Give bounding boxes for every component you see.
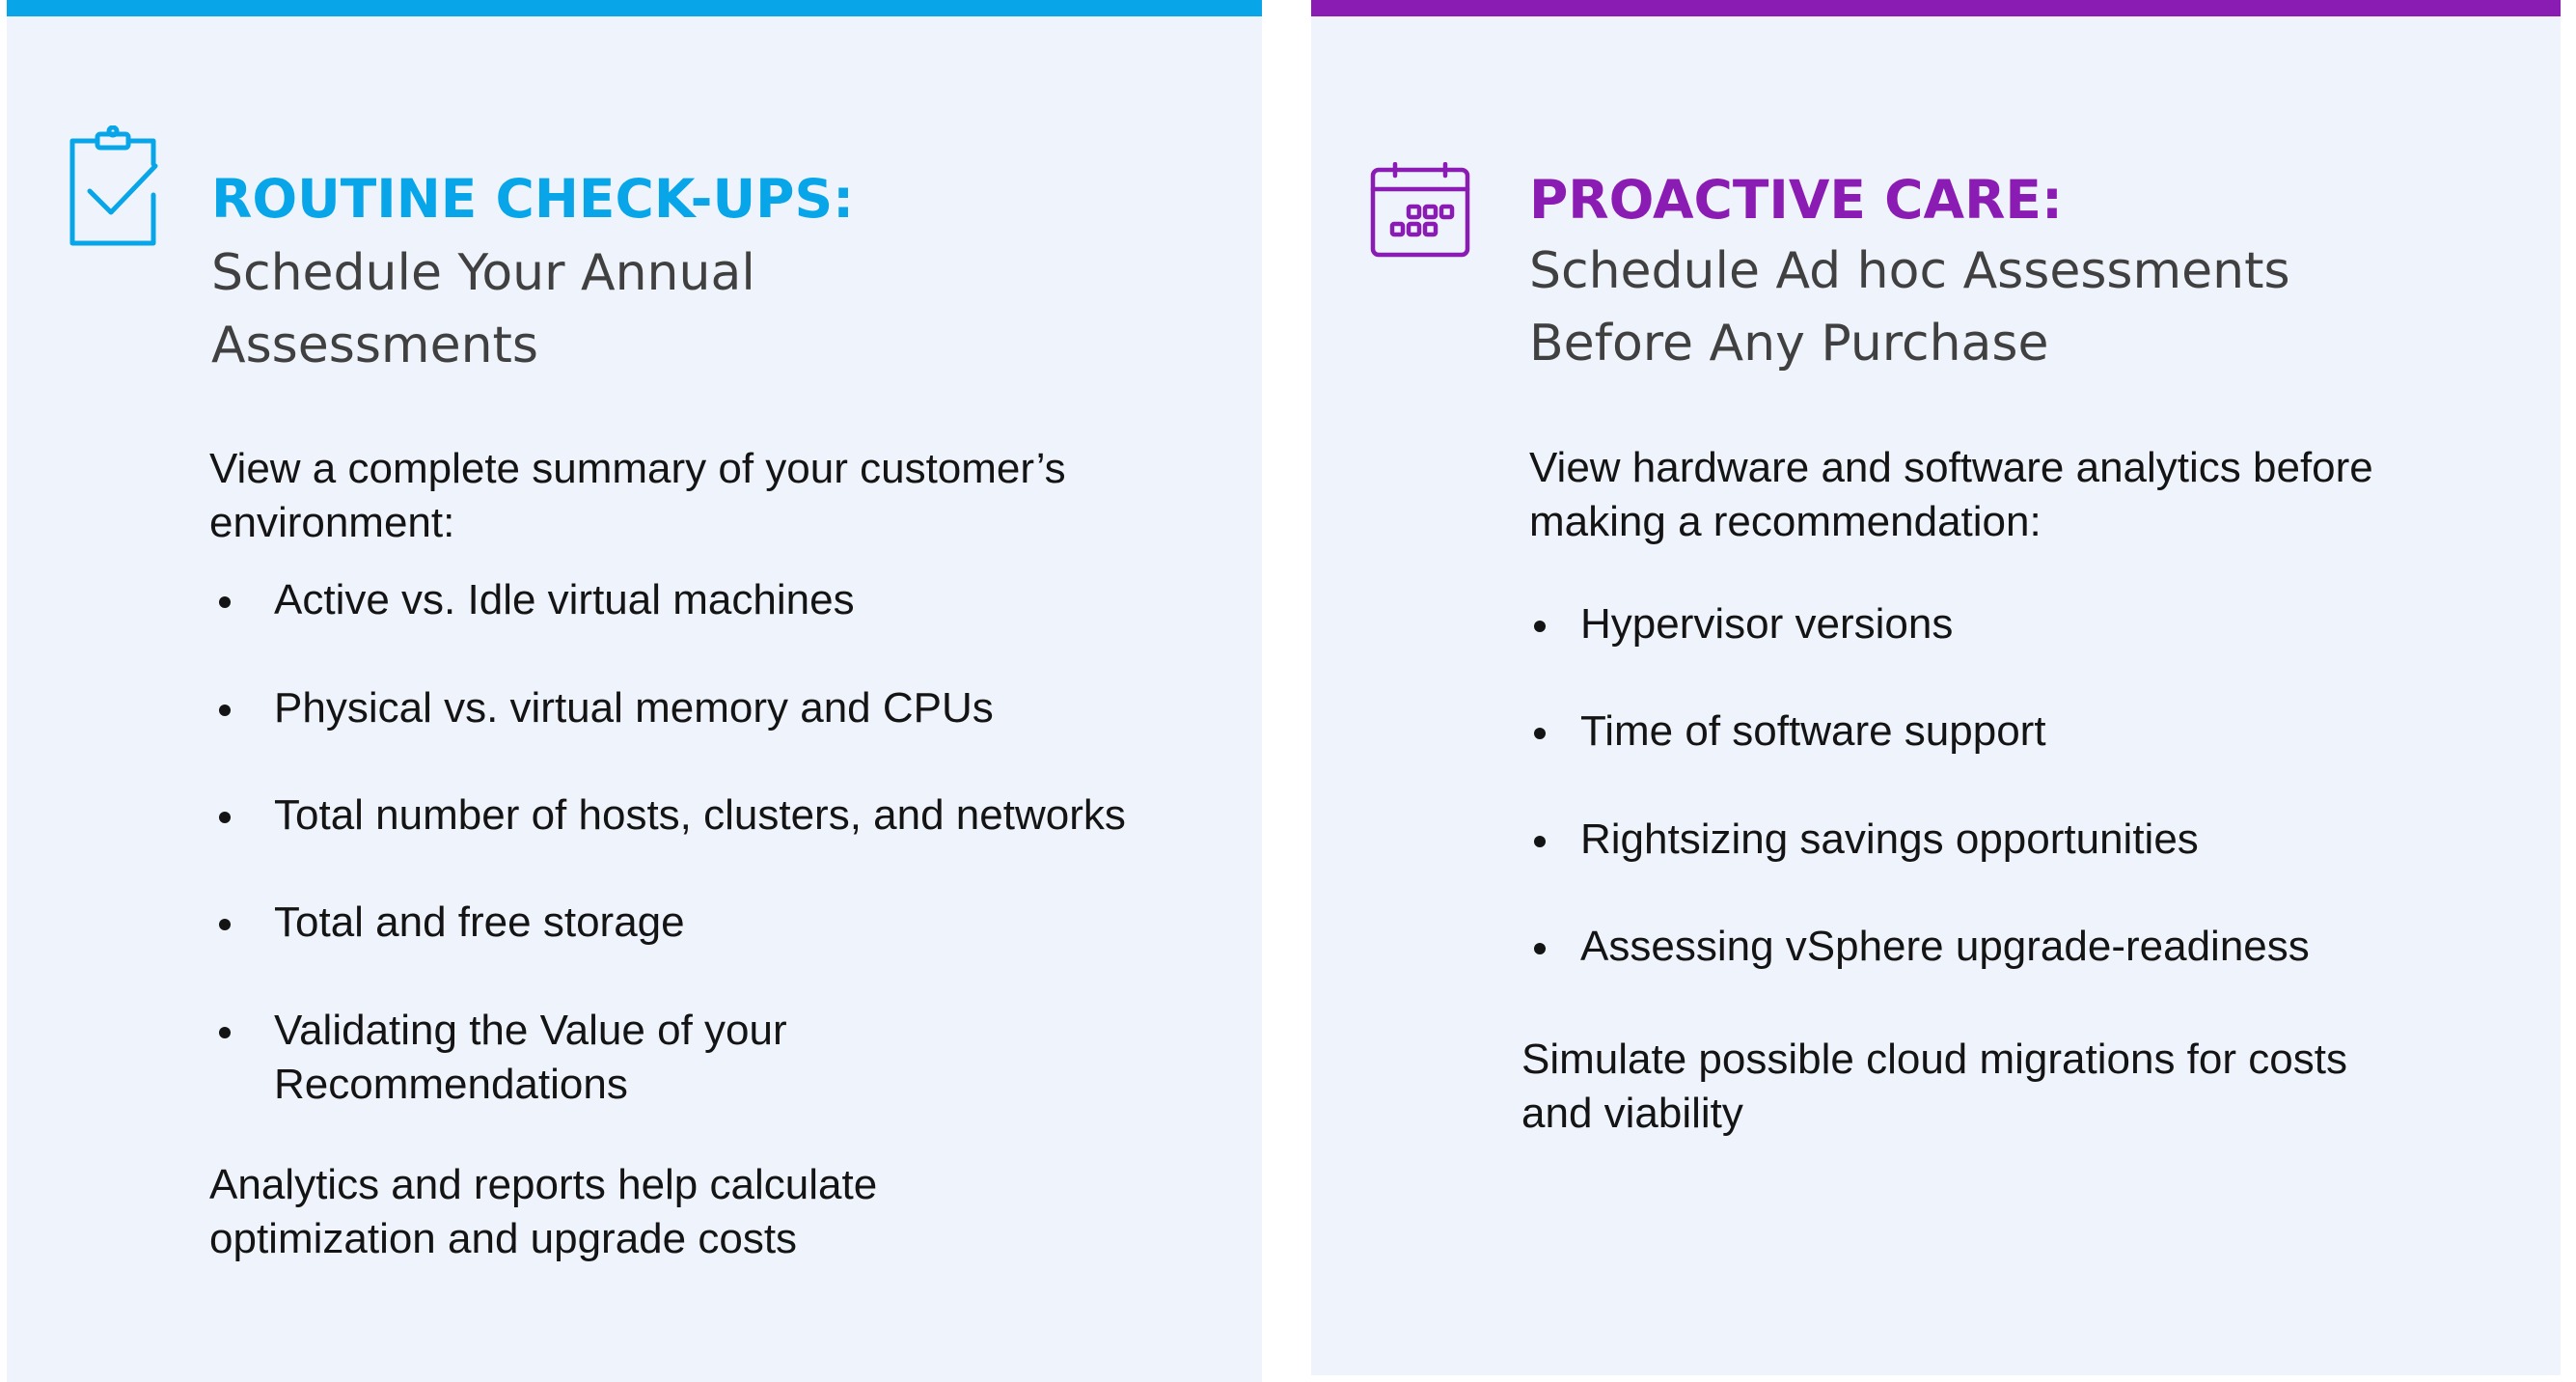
card-accent-bar bbox=[1311, 0, 2561, 16]
card-footer: Simulate possible cloud migrations for costs and viability bbox=[1521, 1036, 2347, 1137]
card-heading: ROUTINE CHECK-UPS: bbox=[211, 168, 855, 230]
bullet-dot bbox=[219, 705, 231, 716]
calendar-icon bbox=[1370, 162, 1470, 259]
clipboard-check-icon bbox=[65, 125, 161, 247]
card-heading: PROACTIVE CARE: bbox=[1529, 169, 2063, 231]
bullet-dot bbox=[1534, 943, 1546, 954]
card-subtitle: Schedule Ad hoc Assessments Before Any Purchase bbox=[1529, 242, 2290, 373]
bullet-dot bbox=[219, 919, 231, 930]
card-intro: View hardware and software analytics before making a recommendation: bbox=[1529, 444, 2373, 545]
card-subtitle: Schedule Your Annual Assessments bbox=[211, 244, 755, 374]
card-footer: Analytics and reports help calculate optimization and upgrade costs bbox=[209, 1161, 878, 1262]
card-accent-bar bbox=[7, 0, 1262, 16]
bullet-dot bbox=[1534, 836, 1546, 847]
proactive-care-card: PROACTIVE CARE: Schedule Ad hoc Assessments Before Any Purchase View hardware and software analytics before making a recommendation: Hypervisor versions Time of software support Rightsizing savings opportunities Assessing vSphere upgrade-readiness Simulate possible cloud migrations for costs and viability bbox=[1311, 0, 2561, 1375]
bullet-dot bbox=[219, 812, 231, 823]
bullet-dot bbox=[1534, 728, 1546, 739]
bullet-dot bbox=[219, 1027, 231, 1038]
routine-checkups-card: ROUTINE CHECK-UPS: Schedule Your Annual Assessments View a complete summary of your customer’s environment: Active vs. Idle virtual machines Physical vs. virtual memory and CPUs Total number of hosts, clusters, and networks Total and free storage Validating the Value of your Recommendations Analytics and reports help calculate optimization and upgrade costs bbox=[7, 0, 1262, 1382]
card-intro: View a complete summary of your customer’s environment: bbox=[209, 445, 1066, 546]
bullet-dot bbox=[1534, 621, 1546, 632]
bullet-dot bbox=[219, 596, 231, 608]
